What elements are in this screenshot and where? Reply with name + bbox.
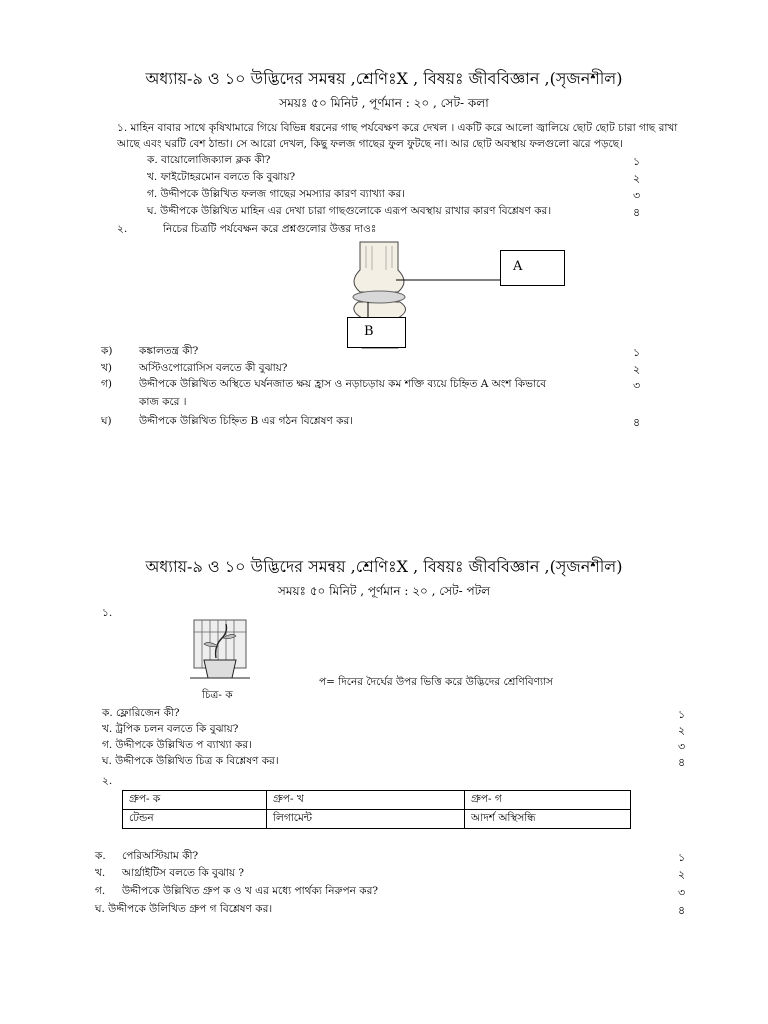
table-header-cell: গ্রুপ- ক	[123, 791, 267, 810]
set1-q1-c-mark: ৩	[633, 189, 641, 202]
set2-q1-b: খ. ট্রপিক চলন বলতে কি বুঝায়?	[102, 723, 239, 735]
set1-q1-b: খ. ফাইটোহরমোন বলতে কি বুঝায়?	[147, 171, 296, 183]
set1-q2-number: ২.	[117, 223, 128, 235]
set2-title: অধ্যায়-৯ ও ১০ উদ্ভিদের সমন্বয় ,শ্রেণিঃX , বিষয়ঃ জীববিজ্ঞান ,(সৃজনশীল)	[145, 557, 623, 576]
set2-q1-a: ক. ফ্লোরিজেন কী?	[102, 707, 180, 719]
set1-q2-d-key: ঘ)	[101, 415, 112, 427]
set2-q2-c-mark: ৩	[678, 886, 686, 899]
set1-q2-d: উদ্দীপকে উল্লিখিত চিহ্নিত B এর গঠন বিশ্লেষণ কর।	[139, 415, 353, 427]
set2-q2-a: পেরিঅস্টিয়াম কী?	[122, 850, 199, 862]
set2-q2-c: উদ্দীপকে উল্লিখিত গ্রুপ ক ও খ এর মধ্যে পার্থক্য নিরুপন কর?	[122, 885, 379, 897]
flower-pot	[204, 660, 236, 678]
table-cell: টেন্ডন	[123, 810, 267, 829]
set2-q2-d: ঘ. উদ্দীপকে উলিখিত গ্রুপ গ বিশ্লেষণ কর।	[95, 903, 273, 915]
set2-q2-b-key: খ.	[95, 867, 106, 879]
set2-q2-d-mark: ৪	[678, 904, 686, 917]
table-header-cell: গ্রুপ- গ	[465, 791, 631, 810]
femur-bone	[354, 242, 404, 292]
label-b-text: B	[364, 324, 374, 339]
joint-cartilage	[353, 291, 405, 303]
set1-q1-stem-line2: আছে এবং ঘরটি বেশ ঠান্ডা। সে আরো দেখল, কিছু ফলজ গাছের ফুল ফুটছে না। আর ছোট অবস্থায় ফলগুলো ঝরে পড়ছে।	[117, 138, 623, 150]
set2-q1-c-mark: ৩	[678, 740, 686, 753]
set1-q2-c-key: গ)	[101, 378, 112, 390]
set1-q2-b-key: খ)	[101, 362, 112, 374]
set1-meta: সময়ঃ ৫০ মিনিট , পূর্ণমান : ২০ , সেট- কলা	[279, 96, 489, 110]
set2-q2-a-mark: ১	[678, 851, 686, 864]
set2-q1-number: ১.	[102, 607, 113, 619]
set1-q2-a-mark: ১	[633, 346, 641, 359]
set1-q2-d-mark: ৪	[633, 416, 641, 429]
table-row	[123, 810, 631, 829]
set1-q2-a: কঙ্কালতন্ত্র কী?	[139, 345, 199, 357]
set1-q1-c: গ. উদ্দীপকে উল্লিখিত ফলজ গাছের সমস্যার কারণ ব্যাখ্যা কর।	[147, 188, 406, 200]
set1-q1-d-mark: ৪	[633, 206, 641, 219]
set1-q2-b-mark: ২	[633, 363, 641, 376]
set1-q2-stem: নিচের চিত্রটি পর্যবেক্ষন করে প্রশ্নগুলোর উত্তর দাওঃ	[163, 223, 377, 235]
set1-q2-c-line2: কাজ করে ।	[139, 396, 187, 408]
set2-q2-number: ২.	[102, 775, 113, 787]
set2-q1-b-mark: ২	[678, 724, 686, 737]
table-header-row	[123, 791, 631, 810]
set1-q1-b-mark: ২	[633, 172, 641, 185]
set2-q1-d: ঘ. উদ্দীপকে উল্লিখিত চিত্র ক বিশ্লেষণ কর।	[102, 755, 279, 767]
set1-q1-a-mark: ১	[633, 155, 641, 168]
label-box-b	[347, 317, 406, 348]
table-cell: আদর্শ অস্থিসন্ধি	[465, 810, 631, 829]
set2-q1-d-mark: ৪	[678, 756, 686, 769]
set2-q1-c: গ. উদ্দীপকে উল্লিখিত প ব্যাখ্যা কর।	[102, 739, 252, 751]
table-cell: লিগামেন্ট	[267, 810, 465, 829]
label-a-text: A	[513, 259, 523, 274]
label-box-a	[500, 250, 565, 286]
set1-title: অধ্যায়-৯ ও ১০ উদ্ভিদের সমন্বয় ,শ্রেণিঃX , বিষয়ঃ জীববিজ্ঞান ,(সৃজনশীল)	[145, 69, 623, 88]
set1-q1-d: ঘ. উদ্দীপকে উল্লিখিত মাহিন এর দেখা চারা গাছগুলোকে এরূপ অবস্থায় রাখার কারণ বিশ্লেষণ কর।	[147, 205, 552, 217]
potted-plant-figure	[188, 618, 252, 684]
set1-q2-c-mark: ৩	[633, 379, 641, 392]
set2-q2-a-key: ক.	[95, 850, 106, 862]
groups-table	[122, 790, 631, 829]
p-definition-note: প= দিনের দৈর্ঘের উপর ভিত্তি করে উদ্ভিদের শ্রেণিবিণ্যাস	[319, 676, 553, 688]
set1-q2-a-key: ক)	[101, 345, 113, 357]
set1-q1-a: ক. বায়োলোজিক্যাল ক্লক কী?	[147, 154, 271, 166]
set1-q2-b: অস্টিওপোরোসিস বলতে কী বুঝায়?	[139, 362, 288, 374]
table-header-cell: গ্রুপ- খ	[267, 791, 465, 810]
set2-q2-c-key: গ.	[95, 885, 106, 897]
set2-meta: সময়ঃ ৫০ মিনিট , পূর্ণমান : ২০ , সেট- পটল	[277, 584, 491, 598]
figure-caption: চিত্র- ক	[202, 689, 233, 701]
set2-q2-b-mark: ২	[678, 868, 686, 881]
set1-q1-stem-line1: ১. মাহিন বাবার সাথে কৃষিখামারে গিয়ে বিভিন্ন ধরনের গাছ পর্যবেক্ষণ করে দেখল । একটি করে আলো জ্বালিয়ে ছোট ছোট চারা গাছ রাখা	[117, 122, 678, 134]
set2-q1-a-mark: ১	[678, 708, 686, 721]
set1-q2-c-line1: উদ্দীপকে উল্লিখিত অস্থিতে ঘর্ষনজাত ক্ষয় হ্রাস ও নড়াচড়ায় কম শক্তি ব্যয়ে চিহ্নিত A অংশ কিভাবে	[139, 378, 547, 390]
set2-q2-b: আর্থ্রাইটিস বলতে কি বুঝায় ?	[122, 867, 245, 879]
